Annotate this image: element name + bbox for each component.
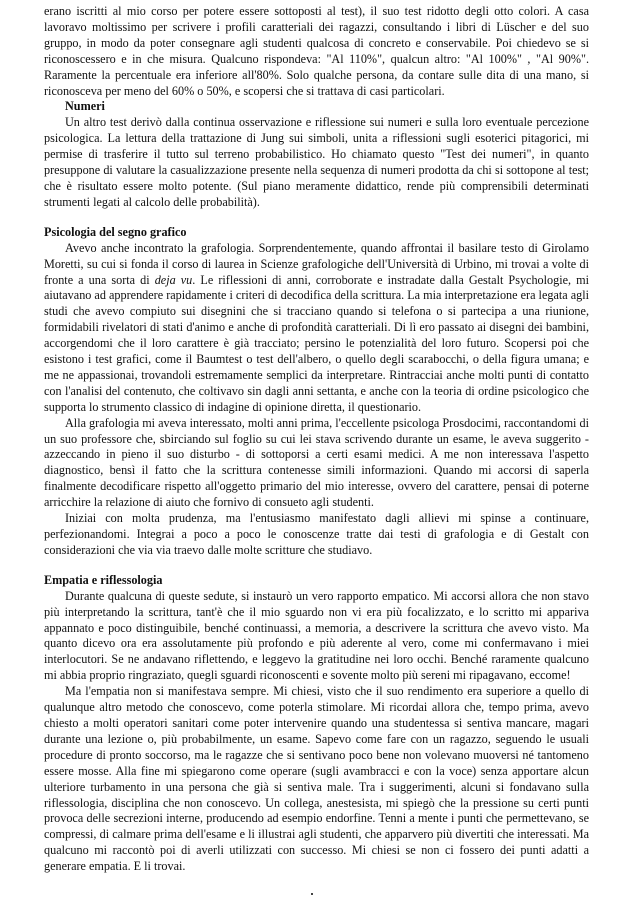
heading-empatia-riflessologia: Empatia e riflessologia [44, 572, 163, 587]
paragraph-prudenza: Iniziai con molta prudenza, ma l'entusiasmo manifestato dagli allievi mi spinse a continuare, perfezionandomi. Integrai a poco a poco le conoscenze tratte dai testi di grafologia e di Gestalt con considerazioni che via via traevo dalle molte scritture che studiavo. [44, 511, 589, 557]
paragraph-grafologia-part1: Avevo anche incontrato la grafologia. Sorprendentemente, quando affrontai il basilare testo di Girolamo Moretti, su cui si fonda il corso di laurea in Scienze grafologiche dell'Università di Urbino, mi trovai a volte di fronte a una sorta di [44, 240, 589, 287]
heading-psicologia-segno-grafico: Psicologia del segno grafico [44, 224, 187, 239]
paragraph-rapporto-empatico: Durante qualcuna di queste sedute, si instaurò un vero rapporto empatico. Mi accorsi allora che non stavo più interpretando la scrittura, tant'è che il mio sguardo non vi era più focalizzato, e lo scritto mi appariva appannato e poco distinguibile, benché continuassi, a memoria, a descrivere la scrittura che avevo visto. Ma quanto dicevo ora era assolutamente più profondo e più aderente al vero, come mi confermavano i miei interlocutori. Se ne andavano riflettendo, e leggevo la gratitudine nei loro occhi. Benché raramente qualcuno mi abbia proprio ringraziato, quegli sguardi riconoscenti e sovente molto più sereni mi ripagavano, eccome! [44, 588, 589, 683]
heading-numeri: Numeri [65, 99, 105, 114]
paragraph-grafologia-part2: . Le riflessioni di anni, corroborate e instradate dalla Gestalt Psychologie, mi aiutavano ad apprendere rapidamente i criteri di decodifica della scrittura. La mia interpretazione era legata agli studi che avevo compiuto sui disegnini che si tracciano quando si telefona o si partecipa a una riunione, formidabili rivelatori di stati d'animo e anche di profondità caratteriali. Di lì ero passato ai disegni dei bambini, accorgendomi che il loro carattere è già tracciato; persino le potenzialità del loro futuro. Scopersi poi che esistono i test grafici, come il Baumtest o test dell'albero, o quello degli scarabocchi, o della figura umana; e me ne appassionai, trovandoli estremamente semplici da interpretare. Rintracciai anche molti punti di contatto con l'analisi del contenuto, che coltivavo sin dagli anni settanta, e anche con la teoria di ordine psicologico che supporta lo strumento classico di indagine di opinione diretta, il questionario. [44, 272, 589, 414]
paragraph-prosdocimi: Alla grafologia mi aveva interessato, molti anni prima, l'eccellente psicologa Prosdocimi, raccontandomi di un suo professore che, sbirciando sul foglio su cui lei stava scrivendo durante un esame, le aveva suggerito - azzeccando in pieno il suo disturbo - di sottoporsi a certi esami medici. A me non interessava l'aspetto diagnostico, bensì il fatto che la scrittura contenesse simili informazioni. Quando mi accorsi di saperla finalmente decodificare rispetto all'oggetto primario del mio interesse, ovvero del carattere, pensai di poterne arricchire la relazione di aiuto che fornivo di consueto agli studenti. [44, 415, 589, 510]
paragraph-lüscher-test: erano iscritti al mio corso per potere essere sottoposti al test), il suo test ridotto degli otto colori. A casa lavoravo moltissimo per scrivere i profili caratteriali dei ragazzi, consultando i libri di Lüscher e del suo gruppo, in modo da poter consegnare agli studenti qualcosa di concreto e conservabile. Poi chiedevo se si riconoscessero e in che misura. Qualcuno rispondeva: "Al 110%", qualcun altro: "Al 100%" , "Al 90%". Raramente la percentuale era inferiore all'80%. Solo qualche persona, da contare sulle dita di una mano, si riconosceva per meno del 60% o 50%, e scopersi che si trattava di casi particolari. [44, 4, 589, 98]
paragraph-grafologia [44, 241, 589, 416]
paragraph-riflessologia: Ma l'empatia non si manifestava sempre. Mi chiesi, visto che il suo rendimento era superiore a quello di qualunque altro metodo che conoscevo, come poterla stimolare. Mi ricordai allora che, tempo prima, avevo chiesto a molti operatori sanitari come poter intervenire quando una studentessa si sentiva mancare, magari durante una lezione o, più probabilmente, un esame. Sapevo come fare con un ragazzo, seguendo le usuali procedure di pronto soccorso, ma le ragazze che si sentivano poco bene non volevano muoversi né tantomeno essere mosse. Alla fine mi spiegarono come operare (sugli avambracci e con la voce) senza apportare alcun ulteriore turbamento in una persona che già si sentiva male. Tra i suggerimenti, alcuni si fondavano sulla riflessologia, disciplina che non conoscevo. Un collega, anestesista, mi spiegò che la pressione su certi punti provoca delle secrezioni interne, producendo ad esempio endorfine. Tenni a mente i punti che permettevano, se compressi, di calmare prima dell'esame e li illustrai agli studenti, che apparvero più divertiti che interessati. Ma qualcuno mi raccontò poi di averli utilizzati con successo. Mi chiesi se non ci fossero dei punti adatti a generare empatia. E li trovai. [44, 684, 589, 874]
scan-dot [311, 893, 313, 895]
italic-deja-vu: deja vu [154, 272, 193, 287]
paragraph-test-dei-numeri: Un altro test derivò dalla continua osservazione e riflessione sui numeri e sulla loro eventuale percezione psicologica. La lettura della trattazione di Jung sui simboli, unita a riflessioni sugli esoterici pitagorici, mi permise di trasferire il tutto sul terreno probabilistico. Ho chiamato questo "Test dei numeri", in quanto presuppone di valutare la casualizzazione presente nella sequenza di numeri prodotta da chi si sottopone al test; che è risultato essere molto potente. (Sul piano meramente didattico, rende più comprensibili determinati strumenti legati al calcolo delle probabilità). [44, 115, 589, 209]
